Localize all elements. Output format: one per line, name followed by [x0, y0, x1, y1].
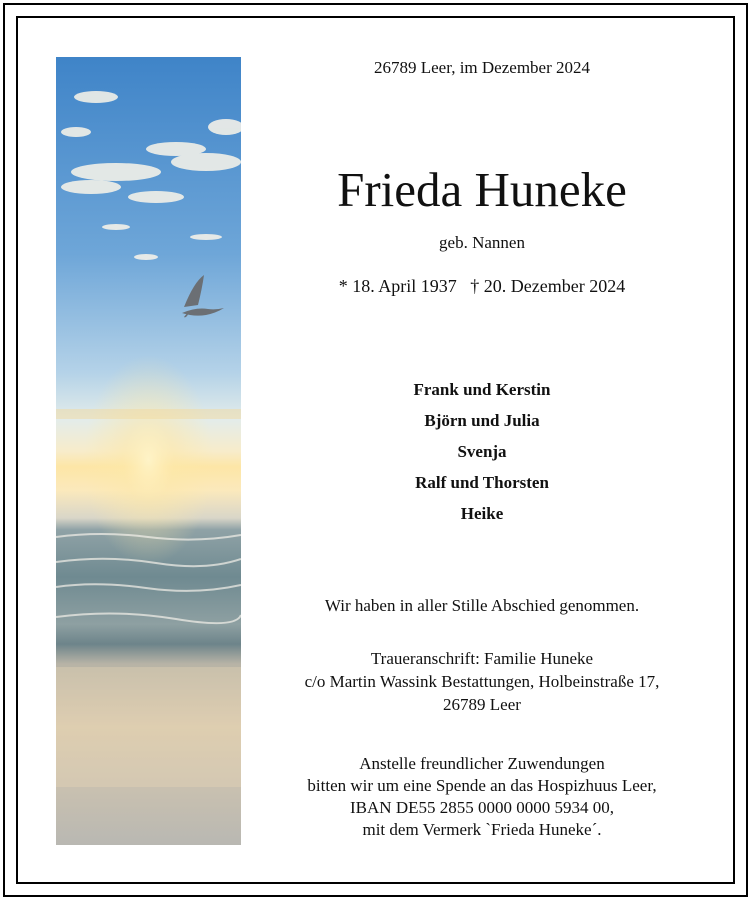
mourner-item: Frank und Kerstin — [413, 380, 551, 399]
mourners-list — [262, 374, 702, 529]
donation-line: Anstelle freundlicher Zuwendungen — [359, 754, 605, 773]
farewell-text: Wir haben in aller Stille Abschied genommen. — [324, 596, 640, 615]
address-line: c/o Martin Wassink Bestattungen, Holbeinstraße 17, — [304, 672, 660, 691]
donation-request — [262, 753, 702, 841]
mourner-item: Heike — [460, 504, 504, 523]
address-line: Traueranschrift: Familie Huneke — [370, 649, 594, 668]
mourner-item: Ralf und Thorsten — [415, 473, 549, 492]
life-dates: * 18. April 1937 † 20. Dezember 2024 — [338, 276, 626, 296]
mourning-address — [262, 647, 702, 716]
donation-line: IBAN DE55 2855 0000 0000 5934 00, — [350, 798, 614, 817]
seagull-over-sea-sunrise-icon — [56, 57, 241, 845]
donation-line: mit dem Vermerk `Frieda Huneke´. — [362, 820, 602, 839]
mourner-item: Björn und Julia — [424, 411, 540, 430]
maiden-name: geb. Nannen — [439, 233, 525, 252]
seagull-sea-photo — [56, 57, 241, 845]
deceased-name: Frieda Huneke — [337, 162, 627, 217]
donation-line: bitten wir um eine Spende an das Hospizhuus Leer, — [307, 776, 657, 795]
address-line: 26789 Leer — [443, 695, 521, 714]
mourner-item: Svenja — [457, 442, 507, 461]
place-date: 26789 Leer, im Dezember 2024 — [374, 58, 590, 77]
